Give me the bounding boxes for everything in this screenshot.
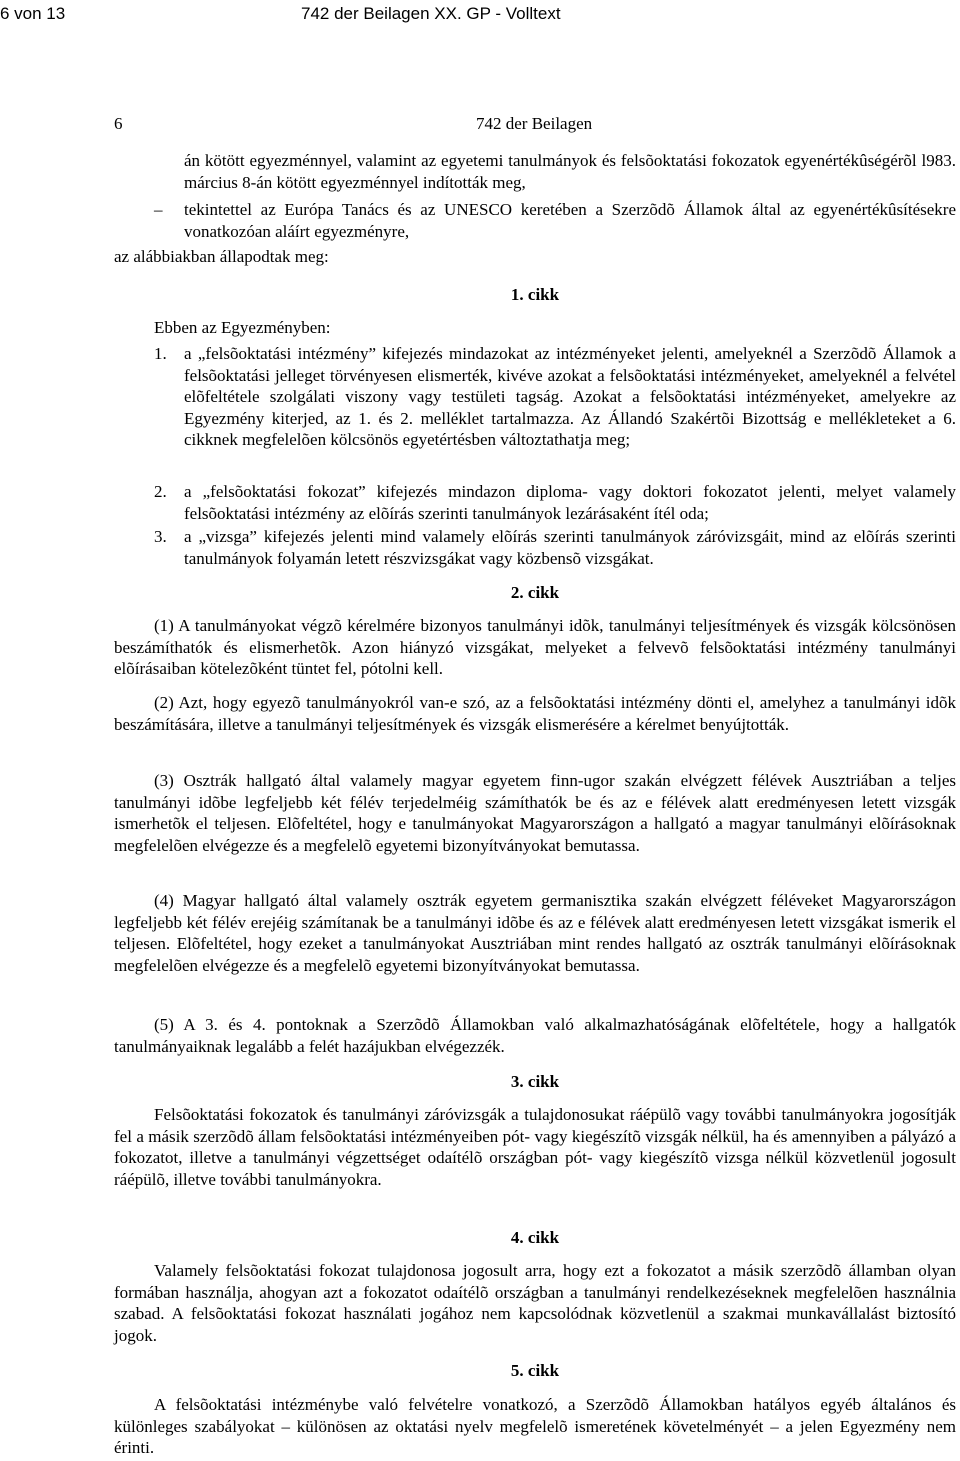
list-item: a „vizsga” kifejezés jelenti mind valamely elõírás szerinti tanulmányok záróvizsgáit, mind az elõírás szerinti tanulmányok folyamán letett részvizsgákat vagy közbensõ vizsgákat. [184,527,956,568]
running-title: 742 der Beilagen [476,114,593,133]
article-4-heading: 4. cikk [510,1228,560,1247]
list-item-number: 2. [154,482,167,501]
document-title: 742 der Beilagen XX. GP - Volltext [301,4,561,23]
list-item-number: 1. [154,344,167,363]
list-item-number: 3. [154,527,167,546]
paragraph: (1) A tanulmányokat végzõ kérelmére bizonyos tanulmányi idõk, tanulmányi teljesítmények és vizsgák kölcsönösen beszámíthatók és elismerhetõk. Azon hiányzó vizsgákat, melyeket a felvevõ felsõoktatási intézmény tanulmányi elõírásaiban kötelezõként tüntet fel, pótolni kell. [114,616,956,678]
paragraph: (5) A 3. és 4. pontoknak a Szerzõdõ Államokban való alkalmazhatóságának elõfeltétele, hogy a hallgatók tanulmányaiknak legalább a felét hazájukban elvégezzék. [114,1015,956,1056]
list-item: a „felsõoktatási fokozat” kifejezés mindazon diploma- vagy doktori fokozatot jelenti, melyet valamely felsõoktatási intézmény az elõírás szerinti tanulmányok lezárásaként ítél oda; [184,482,956,523]
intro-dash: – [154,200,163,219]
paragraph: A felsõoktatási intézménybe való felvételre vonatkozó, a Szerzõdõ Államokban hatályos egyéb általános és különleges szabályokat – különösen az oktatási nyelv megfelelõ ismeretének követelményét – a jelen Egyezmény nem érinti. [114,1395,956,1457]
paragraph: (3) Osztrák hallgató által valamely magyar egyetem finn-ugor szakán elvégzett félévek Ausztriában a teljes tanulmányi idõbe legfeljebb két félév terjedelméig számíthatók be és az e félévek alatt eredményesen letett vizsgák ismerhetõk el teljesen. Elõfeltétel, hogy e tanulmányokat Magyarországon a hallgató a magyar tanulmányi elõírásoknak megfelelõen elvégezze és a megfelelõ egyetemi bizonyítványokat bemutassa. [114,771,956,855]
page-counter: 6 von 13 [0,4,66,23]
paragraph: (2) Azt, hogy egyezõ tanulmányokról van-e szó, az a felsõoktatási intézmény dönti el, amelyhez a tanulmányi idõk beszámítására, illetve a tanulmányi teljesítmények és vizsgák elismerésére a kérelmet benyújtották. [114,693,956,734]
article-2-heading: 2. cikk [510,583,560,602]
article-3-heading: 3. cikk [510,1072,560,1091]
article-1-lead: Ebben az Egyezményben: [154,318,331,337]
running-page-number: 6 [114,114,123,133]
paragraph: Felsõoktatási fokozatok és tanulmányi záróvizsgák a tulajdonosukat ráépülõ vagy további tanulmányokra jogosítják fel a másik szerzõdõ állam felsõoktatási intézményeiben pót- vagy kiegészítõ vizsgák nélkül, ha és amennyiben a pályázó a fokozatot, illetve a tanulmányi végzettséget odaítélõ országban pót- vagy kiegészítõ vizsga nélkül közvetlenül jogosult ráépülõ, illetve további tanulmányokra. [114,1105,956,1189]
list-item: a „felsõoktatási intézmény” kifejezés mindazokat az intézményeket jelenti, amelyeknél a Szerzõdõ Államok a felsõoktatási jelleget törvényesen elismerték, kivéve azokat a felsõoktatási intézményeket, amelyeknél a felvétel elõfeltétele szolgálati viszony vagy testületi tagság. Azokat a felsõoktatási intézményeket, amelyekre az Egyezmény kiterjed, az 1. és 2. melléklet tartalmazza. Az Állandó Szakértõi Bizottság e mellékleteket a 6. cikknek megfelelõen kölcsönös egyetértésben változtathatja meg; [184,344,956,449]
article-1-heading: 1. cikk [510,285,560,304]
paragraph: Valamely felsõoktatási fokozat tulajdonosa jogosult arra, hogy ezt a fokozatot a másik szerzõdõ államban olyan formában használja, ahogyan azt a fokozatot odaítélõ országban a tanulmányi rendelkezéseknek megfelelõen használnia szabad. A felsõoktatási fokozat használati jogához nem kapcsolódnak közvetlenül a szakmai munkavállalást biztosító jogok. [114,1261,956,1345]
article-5-heading: 5. cikk [510,1361,560,1380]
intro-paragraph-2: tekintettel az Európa Tanács és az UNESCO keretében a Szerzõdõ Államok által az egyenértékûsítésekre vonatkozóan aláírt egyezményre, [184,200,956,241]
intro-paragraph: án kötött egyezménnyel, valamint az egyetemi tanulmányok és felsõoktatási fokozatok egyenértékûségérõl l983. március 8-án kötött egyezménnyel indították meg, [184,151,956,192]
intro-closing: az alábbiakban állapodtak meg: [114,247,329,266]
paragraph: (4) Magyar hallgató által valamely osztrák egyetem germanisztika szakán elvégzett féléveket Magyarországon legfeljebb két félév erejéig számítanak be a tanulmányi idõbe és az e félévek alatt eredményesen letett vizsgákat ismerik el teljesen. Elõfeltétel, hogy ezeket a tanulmányokat Ausztriában mint rendes hallgató az osztrák tanulmányi elõírásoknak megfelelõen elvégezze és a megfelelõ egyetemi bizonyítványokat bemutassa. [114,891,956,975]
